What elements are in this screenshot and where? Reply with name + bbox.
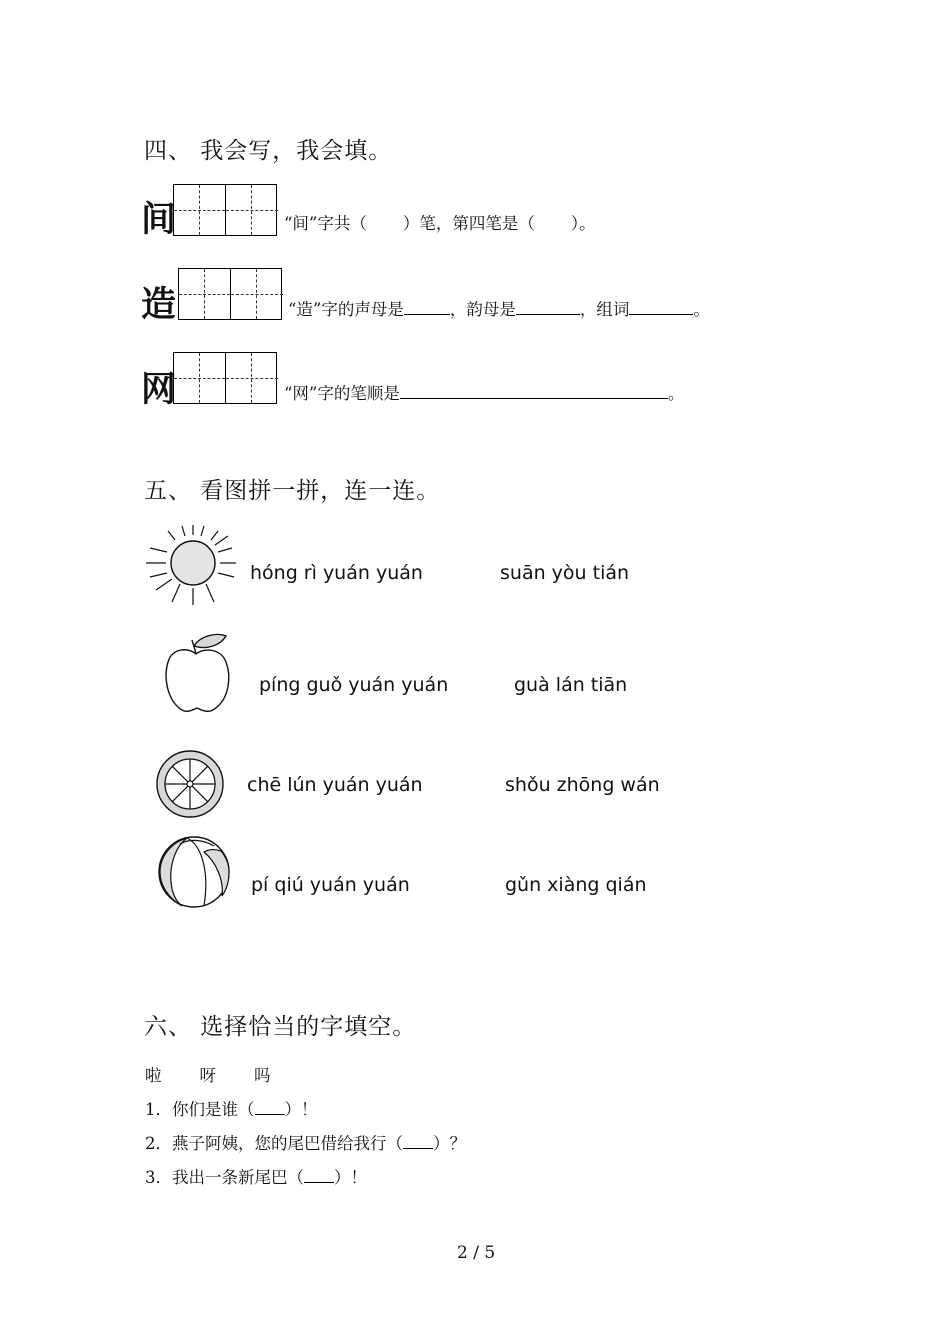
pinyin-right-2[interactable]: guà lán tiān bbox=[514, 674, 628, 696]
option-ya: 呀 bbox=[199, 1066, 216, 1085]
option-la: 啦 bbox=[145, 1066, 162, 1085]
question-jian: “间”字共（ ）笔，第四笔是（ ）。 bbox=[284, 214, 596, 233]
writing-grid-wang[interactable] bbox=[173, 352, 277, 404]
pinyin-right-3[interactable]: shǒu zhōng wán bbox=[505, 774, 660, 796]
blank-word[interactable] bbox=[629, 300, 693, 315]
pinyin-left-1[interactable]: hóng rì yuán yuán bbox=[250, 562, 423, 584]
pinyin-left-4[interactable]: pí qiú yuán yuán bbox=[251, 874, 410, 896]
writing-grid-zao[interactable] bbox=[178, 268, 282, 320]
question-wang: “网”字的笔顺是 。 bbox=[284, 384, 685, 403]
char-jian: 间 bbox=[141, 199, 177, 240]
writing-grid-jian[interactable] bbox=[173, 184, 277, 236]
question-zao: “造”字的声母是 ，韵母是 ，组词 。 bbox=[288, 300, 710, 319]
pinyin-left-3[interactable]: chē lún yuán yuán bbox=[247, 774, 423, 796]
sun-icon bbox=[142, 522, 240, 608]
blank-final[interactable] bbox=[516, 300, 580, 315]
apple-icon bbox=[160, 632, 234, 716]
question-1: 1．你们是谁（ ）！ bbox=[145, 1100, 318, 1119]
option-ma: 吗 bbox=[254, 1066, 271, 1085]
ball-icon bbox=[154, 834, 234, 910]
blank-stroke-order[interactable] bbox=[400, 384, 668, 399]
char-wang: 网 bbox=[141, 369, 177, 410]
char-zao: 造 bbox=[141, 284, 177, 325]
blank-initial[interactable] bbox=[404, 300, 450, 315]
blank-q1[interactable] bbox=[255, 1100, 285, 1115]
blank-q3[interactable] bbox=[304, 1168, 334, 1183]
question-2: 2．燕子阿姨，您的尾巴借给我行（ ）？ bbox=[145, 1134, 466, 1153]
page-number: 2 / 5 bbox=[457, 1243, 496, 1263]
section-5-title: 五、 看图拼一拼，连一连。 bbox=[144, 478, 441, 504]
blank-q2[interactable] bbox=[403, 1134, 433, 1149]
pinyin-right-1[interactable]: suān yòu tián bbox=[500, 562, 630, 584]
pinyin-right-4[interactable]: gǔn xiàng qián bbox=[505, 874, 647, 896]
section-6-title: 六、 选择恰当的字填空。 bbox=[144, 1014, 417, 1040]
wheel-icon bbox=[154, 748, 226, 820]
question-3: 3．我出一条新尾巴（ ）！ bbox=[145, 1168, 367, 1187]
section-4-title: 四、 我会写，我会填。 bbox=[144, 138, 393, 164]
word-options bbox=[145, 1062, 271, 1086]
pinyin-left-2[interactable]: píng guǒ yuán yuán bbox=[259, 674, 449, 696]
